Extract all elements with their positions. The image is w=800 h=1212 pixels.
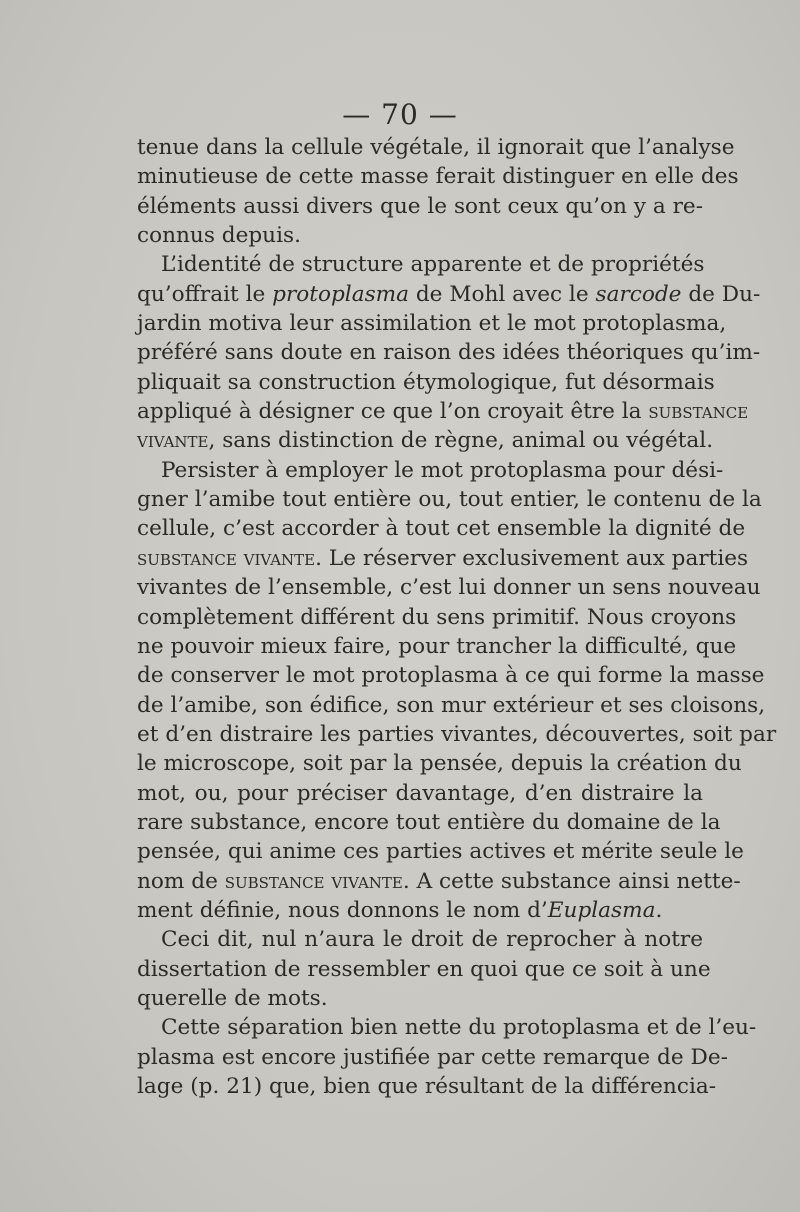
text-line bbox=[137, 368, 715, 397]
text-segment: . A cette substance ainsi nette- bbox=[402, 868, 741, 894]
text-segment: cellule, c’est accorder à tout cet ensemble la dignité de bbox=[137, 516, 746, 542]
text-segment: L’identité de structure apparente et de propriétés bbox=[161, 252, 705, 278]
text-segment: . Le réserver exclusivement aux parties bbox=[315, 545, 749, 571]
text-line bbox=[137, 133, 735, 162]
text-line bbox=[137, 426, 714, 455]
text-segment: mot, ou, pour préciser davantage, d’en distraire la bbox=[137, 780, 703, 806]
text-line bbox=[137, 867, 741, 896]
text-segment: de conserver le mot protoplasma à ce qui forme la masse bbox=[137, 663, 765, 689]
text-line bbox=[137, 1072, 717, 1101]
italic-term: protoplasma bbox=[272, 281, 409, 307]
text-segment: ment définie, nous donnons le nom d’ bbox=[137, 897, 548, 923]
text-segment: lage (p. 21) que, bien que résultant de la différencia- bbox=[137, 1074, 717, 1099]
text-segment: querelle de mots. bbox=[137, 985, 328, 1011]
text-line bbox=[137, 749, 742, 778]
italic-term: sarcode bbox=[595, 281, 682, 307]
text-segment: ne pouvoir mieux faire, pour trancher la difficulté, que bbox=[137, 633, 737, 659]
text-line bbox=[137, 456, 724, 485]
text-segment: gner l’amibe tout entière ou, tout entier, le contenu de la bbox=[137, 487, 762, 513]
text-line bbox=[137, 984, 703, 1013]
text-line bbox=[137, 162, 739, 191]
text-segment: pensée, qui anime ces parties actives et mérite seule le bbox=[137, 839, 744, 865]
text-line bbox=[137, 280, 761, 309]
text-line bbox=[137, 955, 711, 984]
text-line bbox=[137, 192, 703, 221]
text-line bbox=[137, 514, 746, 543]
text-segment: appliqué à désigner ce que l’on croyait être la bbox=[137, 399, 649, 425]
small-caps-term: substance vivante bbox=[224, 868, 403, 894]
text-line bbox=[137, 896, 703, 925]
text-segment: Cette séparation bien nette du protoplasma et de l’eu- bbox=[161, 1015, 757, 1041]
text-segment: . bbox=[655, 897, 663, 923]
text-line bbox=[137, 485, 762, 514]
text-segment: , sans distinction de règne, animal ou végétal. bbox=[208, 428, 714, 454]
text-line bbox=[137, 573, 761, 602]
text-line bbox=[137, 808, 721, 837]
text-line bbox=[137, 309, 727, 338]
text-segment: de Mohl avec le bbox=[409, 281, 596, 307]
text-line bbox=[137, 837, 744, 866]
text-line bbox=[137, 925, 703, 954]
text-segment: vivantes de l’ensemble, c’est lui donner un sens nouveau bbox=[137, 575, 761, 601]
body-text bbox=[137, 133, 777, 1101]
small-caps-term: substance vivante bbox=[137, 545, 316, 571]
text-segment: jardin motiva leur assimilation et le mot protoplasma, bbox=[137, 311, 727, 337]
italic-term: Euplasma bbox=[547, 897, 656, 923]
text-segment: minutieuse de cette masse ferait distinguer en elle des bbox=[137, 164, 739, 190]
text-segment: de l’amibe, son édifice, son mur extérieur et ses cloisons, bbox=[137, 692, 766, 718]
text-segment: et d’en distraire les parties vivantes, découvertes, soit par bbox=[137, 721, 777, 747]
text-line bbox=[137, 397, 749, 426]
text-line bbox=[137, 1013, 757, 1042]
text-line bbox=[137, 661, 765, 690]
small-caps-term: substance bbox=[648, 399, 749, 425]
text-line bbox=[137, 338, 761, 367]
text-segment: Persister à employer le mot protoplasma pour dési- bbox=[161, 457, 724, 483]
text-segment: complètement différent du sens primitif. Nous croyons bbox=[137, 604, 737, 630]
text-line bbox=[137, 779, 703, 808]
text-segment: plasma est encore justifiée par cette remarque de De- bbox=[137, 1044, 728, 1070]
text-line bbox=[137, 691, 766, 720]
small-caps-term: vivante bbox=[137, 428, 209, 454]
text-line bbox=[137, 632, 737, 661]
text-segment: éléments aussi divers que le sont ceux qu’on y a re- bbox=[137, 193, 703, 219]
text-line bbox=[137, 1043, 728, 1072]
text-segment: connus depuis. bbox=[137, 223, 301, 249]
text-segment: tenue dans la cellule végétale, il ignorait que l’analyse bbox=[137, 135, 735, 160]
text-line bbox=[137, 544, 749, 573]
text-line bbox=[137, 221, 703, 250]
text-segment: nom de bbox=[137, 868, 225, 894]
text-segment: rare substance, encore tout entière du domaine de la bbox=[137, 809, 721, 835]
text-segment: préféré sans doute en raison des idées théoriques qu’im- bbox=[137, 340, 761, 366]
page-number: — 70 — bbox=[342, 98, 458, 131]
text-line bbox=[137, 250, 703, 279]
text-line bbox=[137, 603, 737, 632]
text-segment: de Du- bbox=[681, 281, 761, 307]
text-segment: dissertation de ressembler en quoi que ce soit à une bbox=[137, 956, 711, 982]
text-line bbox=[137, 720, 777, 749]
text-segment: Ceci dit, nul n’aura le droit de reprocher à notre bbox=[161, 927, 703, 953]
text-segment: qu’offrait le bbox=[137, 281, 273, 307]
text-segment: pliquait sa construction étymologique, fut désormais bbox=[137, 369, 715, 395]
text-segment: le microscope, soit par la pensée, depuis la création du bbox=[137, 751, 742, 777]
